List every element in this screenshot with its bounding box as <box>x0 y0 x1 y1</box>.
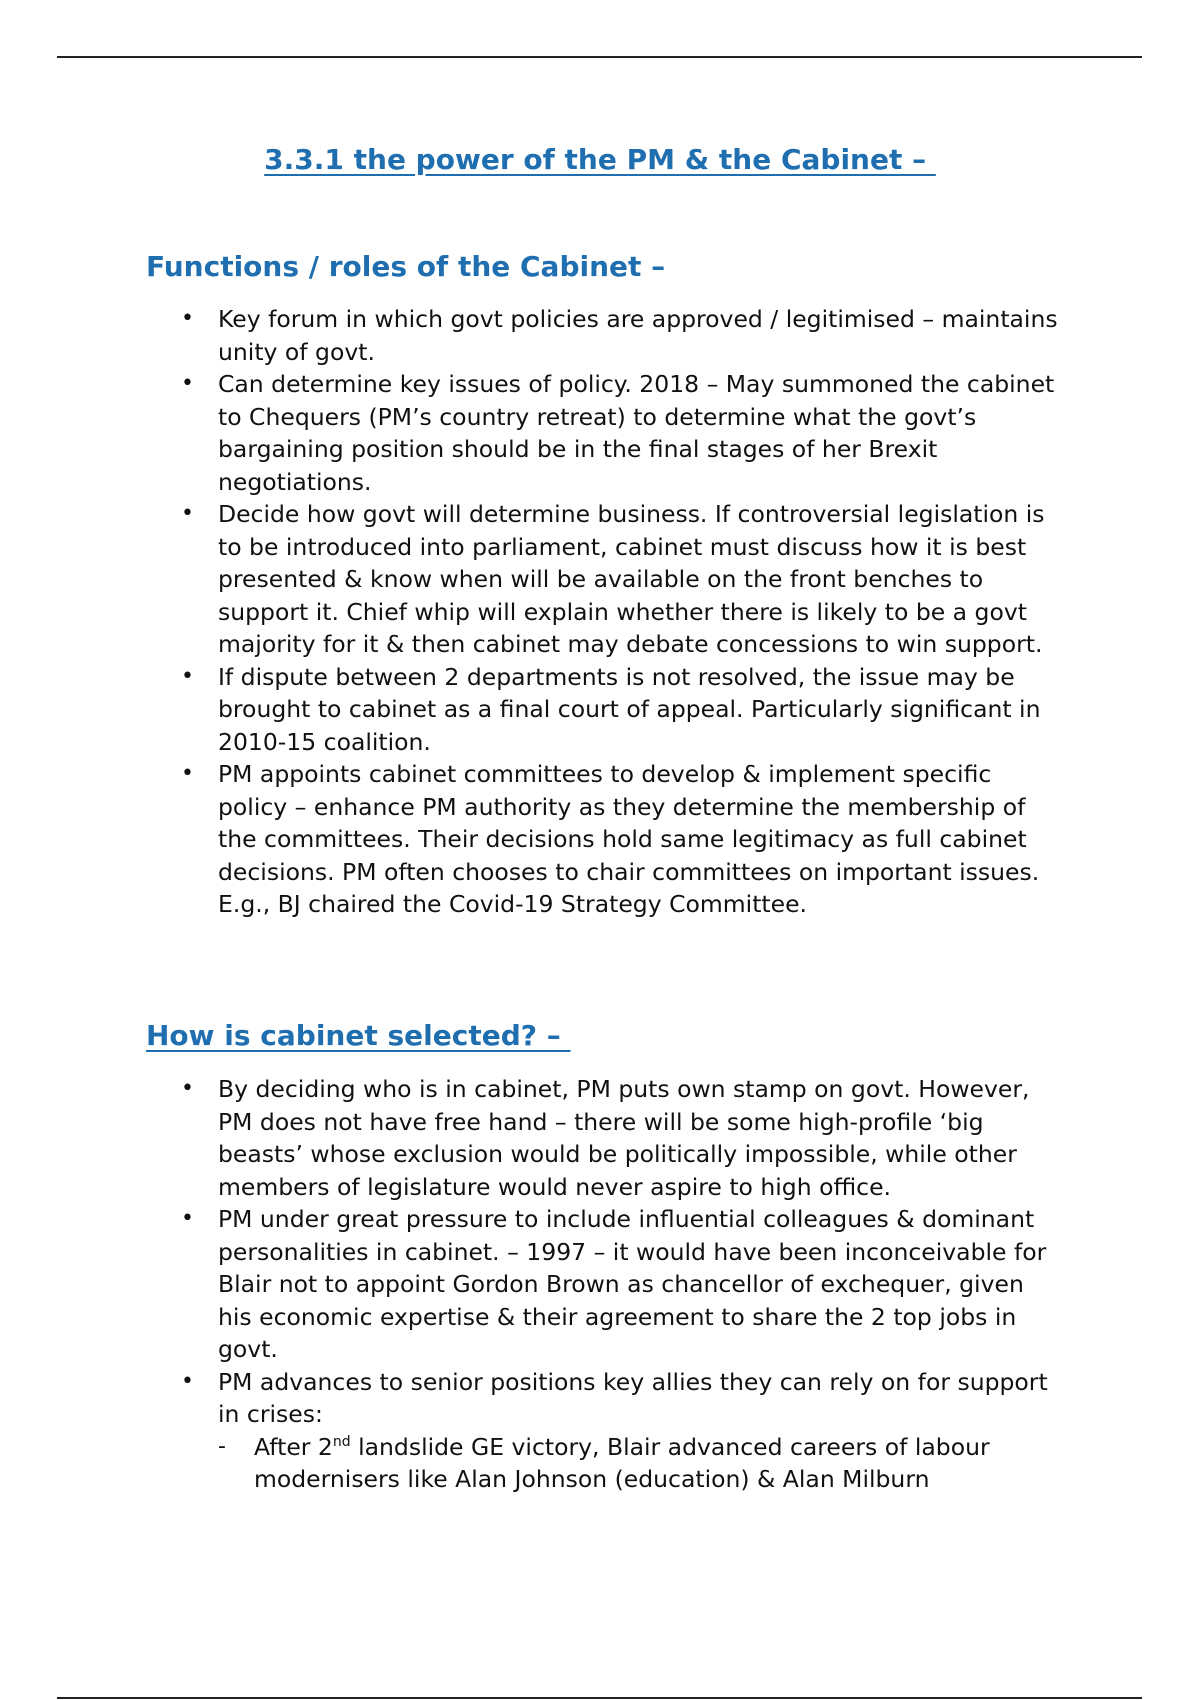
list-item: • PM advances to senior positions key allies they can rely on for support in crises: <box>181 1367 1048 1428</box>
list-item: • By deciding who is in cabinet, PM puts own stamp on govt. However, PM does not have free hand – there will be some high-profile ‘big beasts’ whose exclusion would be politically impossible, while other members of legislature would never aspire to high office. <box>181 1075 1030 1201</box>
bullet-icon: • <box>181 1076 194 1101</box>
page-title: 3.3.1 the power of the PM & the Cabinet – <box>264 143 936 176</box>
list-item: • PM under great pressure to include influential colleagues & dominant personalities in cabinet. – 1997 – it would have been inconceivable for Blair not to appoint Gordon Brown as chancellor of exchequer, given his economic expertise & their agreement to share the 2 top jobs in govt. <box>181 1205 1047 1363</box>
bullet-icon: • <box>181 371 194 396</box>
selection-list <box>0 1073 1058 1496</box>
footer-rule <box>57 1697 1142 1699</box>
bullet-icon: • <box>181 1206 194 1231</box>
dash-marker: - <box>218 1433 226 1459</box>
bullet-icon: • <box>181 1368 194 1394</box>
list-item: • Key forum in which govt policies are approved / legitimised – maintains unity of govt. <box>181 305 1058 366</box>
list-item: • If dispute between 2 departments is not resolved, the issue may be brought to cabinet as a final court of appeal. Particularly significant in 2010-15 coalition. <box>181 662 1041 756</box>
sub-list-item: - After 2nd landslide GE victory, Blair advanced careers of labour modernisers like Alan Johnson (education) & Alan Milburn <box>218 1432 990 1493</box>
bullet-icon: • <box>181 761 194 786</box>
bullet-icon: • <box>181 501 194 526</box>
section-heading-functions: Functions / roles of the Cabinet – <box>146 250 666 283</box>
bullet-icon: • <box>181 663 194 689</box>
list-item: • Can determine key issues of policy. 2018 – May summoned the cabinet to Chequers (PM’s country retreat) to determine what the govt’s bargaining position should be in the final stages of her Brexit negotiations. <box>181 370 1055 496</box>
section-heading-selection: How is cabinet selected? – <box>146 1019 571 1052</box>
bullet-icon: • <box>181 306 194 331</box>
header-rule <box>57 56 1142 58</box>
functions-list <box>0 303 1058 921</box>
list-item: • PM appoints cabinet committees to develop & implement specific policy – enhance PM authority as they determine the membership of the committees. Their decisions hold same legitimacy as full cabinet decisions. PM often chooses to chair committees on important issues. E.g., BJ chaired the Covid-19 Strategy Committee. <box>181 760 1040 918</box>
list-item: • Decide how govt will determine business. If controversial legislation is to be introduced into parliament, cabinet must discuss how it is best presented & know when will be available on the front benches to support it. Chief whip will explain whether there is likely to be a govt majority for it & then cabinet may debate concessions to win support. <box>181 500 1045 658</box>
